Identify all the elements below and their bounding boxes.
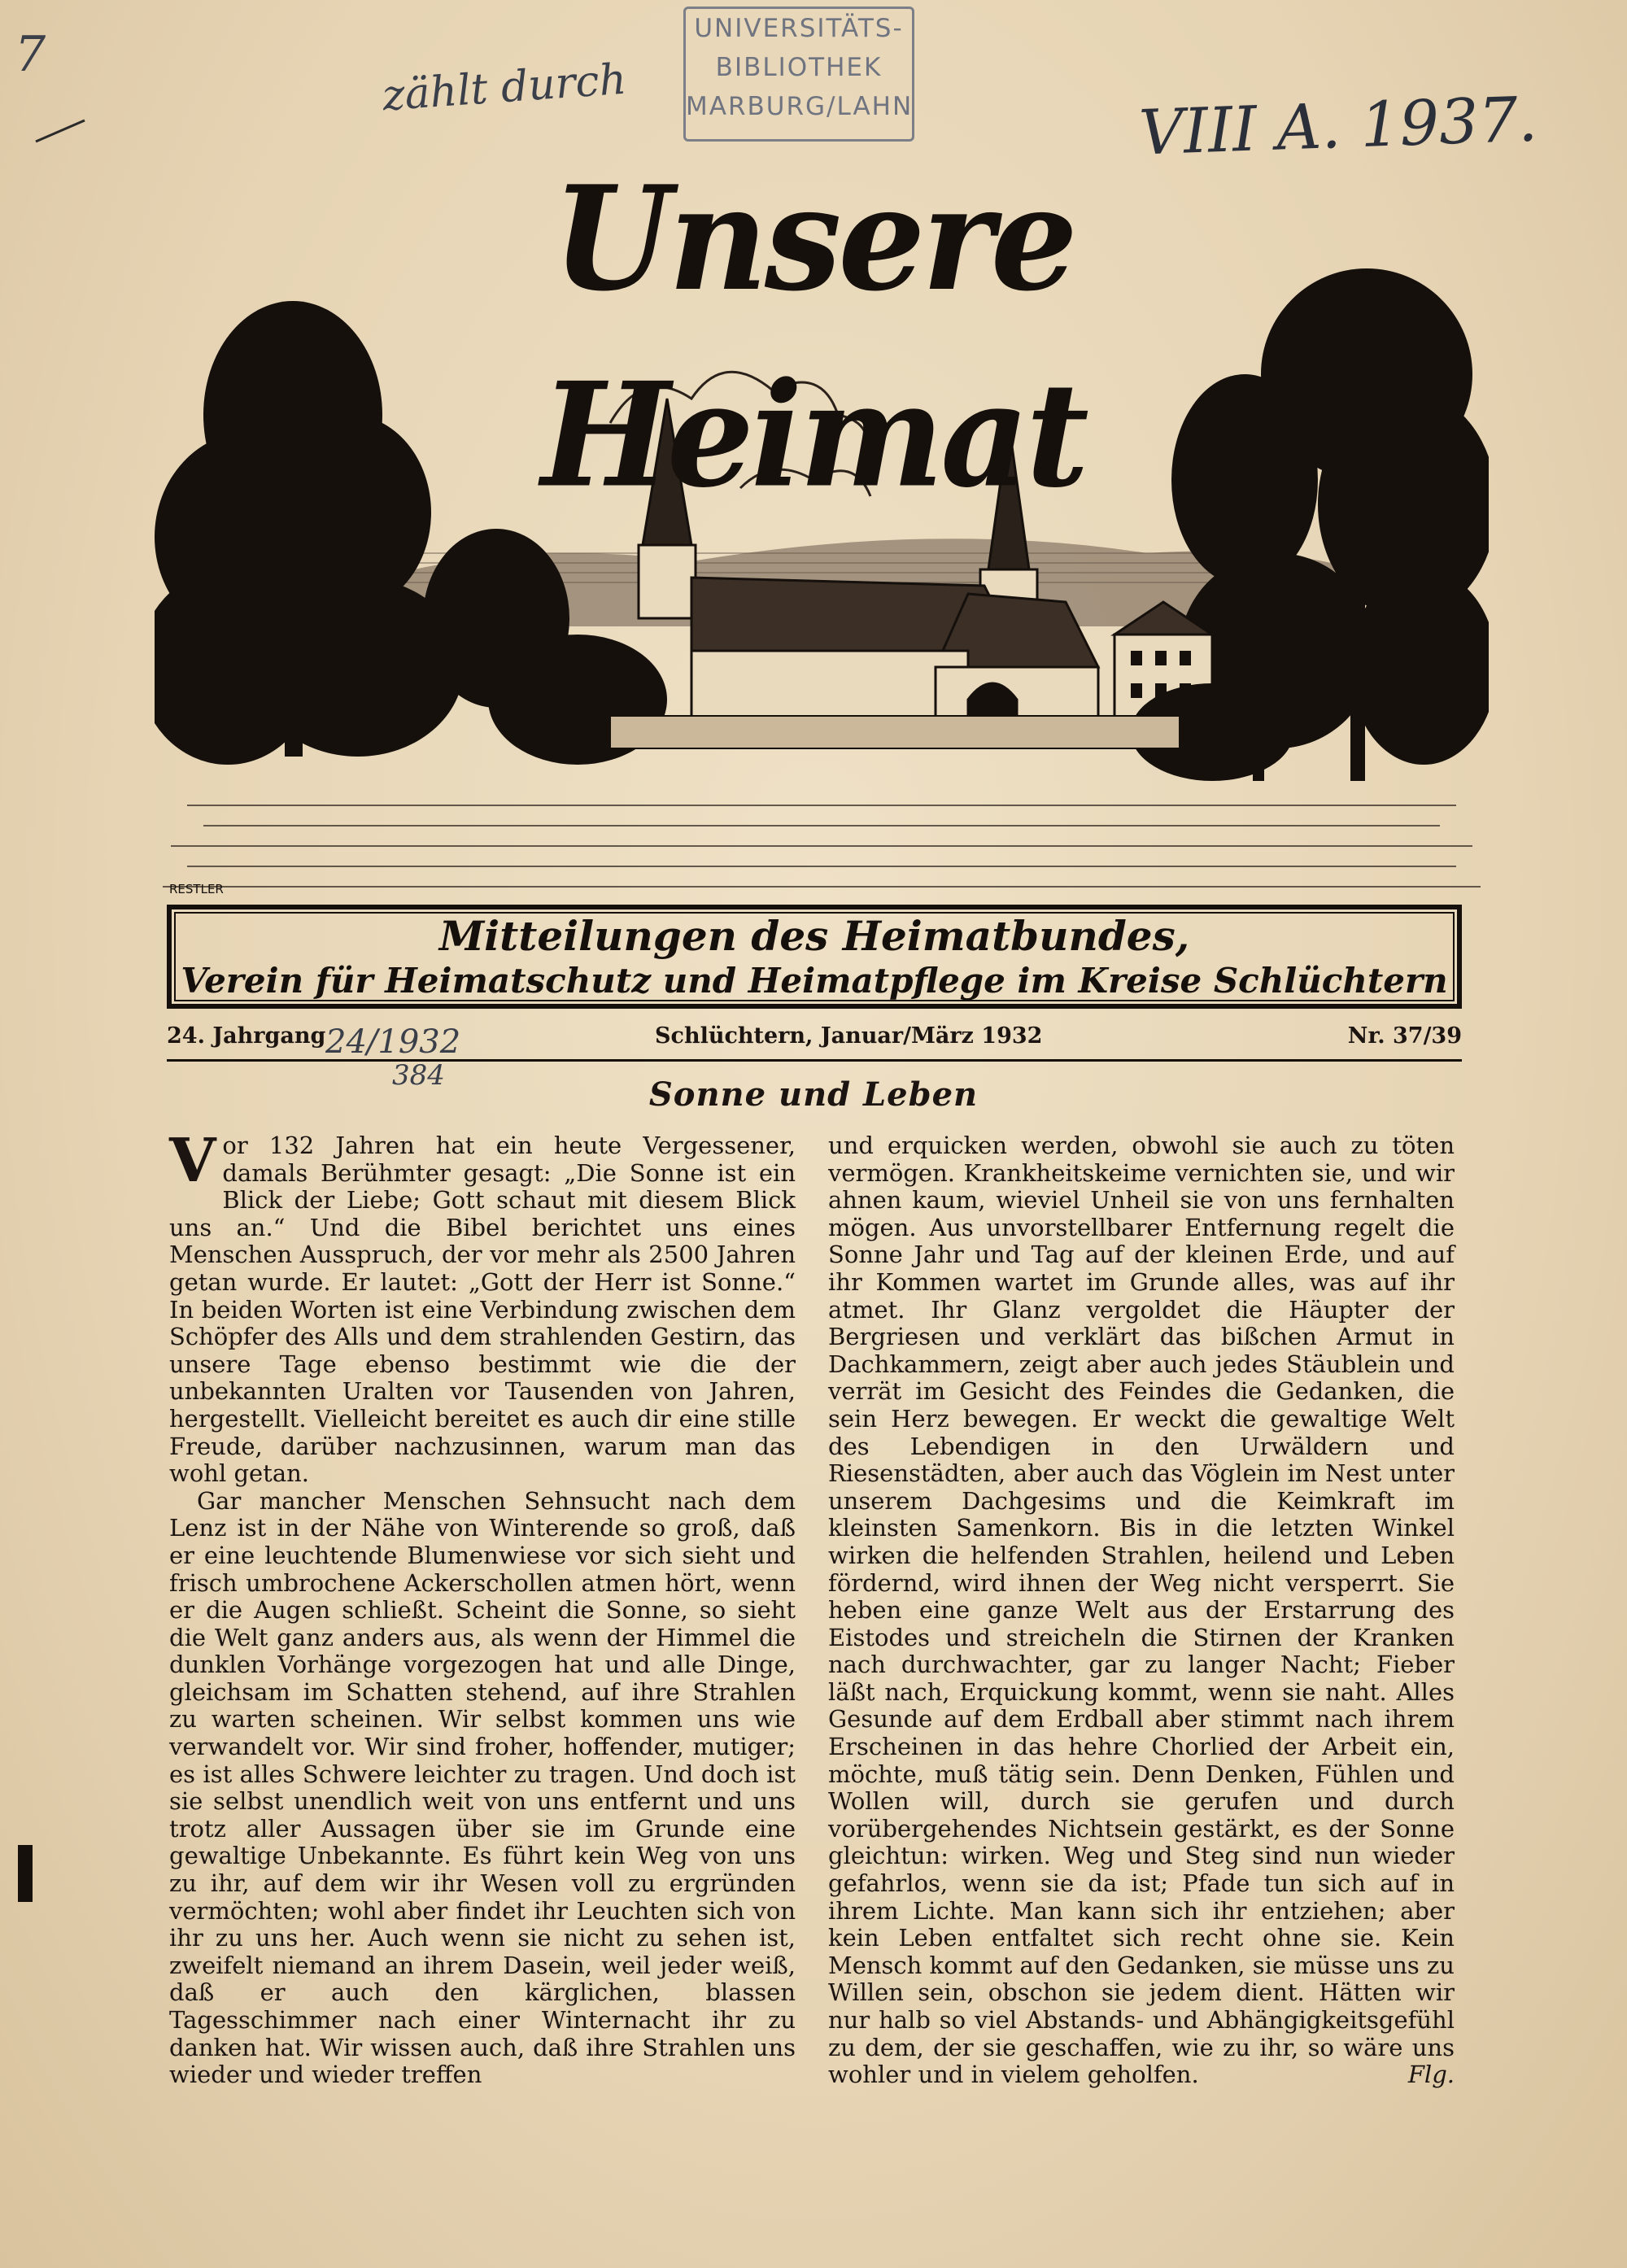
article-column-right <box>828 1132 1455 2089</box>
volume: 24. Jahrgang <box>167 1023 326 1049</box>
subtitle-banner <box>167 905 1462 1009</box>
library-stamp <box>683 7 914 142</box>
stamp-line: UNIVERSITÄTS- <box>694 14 904 43</box>
issue-note-2: 384 <box>392 1059 445 1092</box>
place-date: Schlüchtern, Januar/März 1932 <box>655 1023 1043 1049</box>
margin-dash <box>33 114 89 146</box>
paragraph-text: or 132 Jahren hat ein heute Vergessener, damals Berühmter gesagt: „Die Sonne ist ein Blick der Liebe; Gott schaut mit diesem Blick uns an.“ Und die Bibel berichtet uns eines Menschen Ausspruch, der vor mehr als 2500 Jahren getan wurde. Er lautet: „Gott der Herr ist Sonne.“ In beiden Worten ist eine Verbindung zwischen dem Schöpfer des Alls und dem strahlenden Gestirn, das unsere Tage ebenso bestimmt wie die der unbekannten Uralten vor Tausenden von Jahren, hergestellt. Vielleicht bereitet es auch dir eine stille Freude, darüber nachzusinnen, warum man das wohl getan. <box>169 1132 796 1488</box>
paragraph-text: und erquicken werden, obwohl sie auch zu töten vermögen. Krankheitskeime vernichten sie, und wir ahnen kaum, wieviel Unheil sie von uns fernhalten mögen. Aus unvorstellbarer Entfernung regelt die Sonne Jahr und Tag auf der kleinen Erde, und auf ihr Kommen wartet im Grunde alles, was auf ihr atmet. Ihr Glanz vergoldet die Häupter der Bergriesen und verklärt das bißchen Armut in Dachkammern, zeigt aber auch jedes Stäublein und verrät im Gesicht des Feindes die Gedanken, die sein Herz bewegen. Er weckt die gewaltige Welt des Lebendigen in den Urwäldern und Riesenstädten, aber auch das Vöglein im Nest unter unserem Dachgesims und die Keimkraft im kleinsten Samenkorn. Bis in die letzten Winkel wirken die helfenden Strahlen, heilend und Leben fördernd, wird ihnen der Weg nicht versperrt. Sie heben eine ganze Welt aus der Erstarrung des Eistodes und streicheln die Stirnen der Kranken nach durchwachter, gar zu langer Nacht; Fieber läßt nach, Erquickung kommt, wenn sie naht. Alles Gesunde auf dem Erdball aber stimmt nach ihrem Erscheinen in das hehre Chorlied der Arbeit ein, möchte, muß tätig sein. Denn Denken, Fühlen und Wollen will, durch sie gerufen und durch vorübergehendes Nichtsein gestärkt, es der Sonne gleichtun: wirken. Weg und Steg sind nun wieder gefahrlos, wenn sie da ist; Pfade tun sich auf in ihrem Lichte. Man kann sich ihr entziehen; aber kein Leben entfaltet sich recht ohne sie. Kein Mensch kommt auf den Gedanken, sie müsse uns zu Willen sein, obschon sie jedem dient. Hätten wir nur halb so viel Abstands- und Abhängigkeitsgefühl zu dem, der sie geschaffen, wie zu ihr, so wäre uns wohler und in vielem geholfen. <box>828 1132 1455 2089</box>
article-column-left <box>169 1126 796 2089</box>
artist-signature: RESTLER <box>169 882 224 896</box>
drop-cap: V <box>169 1126 216 1196</box>
stamp-line: BIBLIOTHEK <box>715 53 883 82</box>
paragraph <box>828 1132 1455 2089</box>
paragraph: Gar mancher Menschen Sehnsucht nach dem Lenz ist in der Nähe von Winterende so groß, daß er eine leuchtende Blumenwiese vor sich sieht und frisch umbrochene Ackerschollen atmen hört, wenn er die Augen schließt. Scheint die Sonne, so sieht die Welt ganz anders aus, als wenn der Himmel die dunklen Vorhänge vorgezogen hat und alle Dinge, gleichsam im Schatten stehend, auf ihre Strahlen zu warten scheinen. Wir selbst kommen uns wie verwandelt vor. Wir sind froher, hoffender, mutiger; es ist alles Schwere leichter zu tragen. Und doch ist sie selbst unendlich weit von uns entfernt und uns trotz aller Aussagen über sie im Grunde eine gewaltige Unbekannte. Es führt kein Weg von uns zu ihr, auf dem wir ihr Wesen voll zu ergründen vermöchten; wohl aber findet ihr Leuchten sich von ihr zu uns her. Auch wenn sie nicht zu sehen ist, zweifelt niemand an ihrem Dasein, weil jeder weiß, daß er auch den kärglichen, blassen Tagesschimmer nach einer Winternacht ihr zu danken hat. Wir wissen auch, daß ihre Strahlen uns wieder und wieder treffen <box>169 1486 796 2089</box>
stamp-line: MARBURG/LAHN <box>686 92 914 121</box>
banner-line-2: Verein für Heimatschutz und Heimatpflege im Kreise Schlüchtern <box>181 961 1448 1001</box>
shelfmark: VIII A. 1937. <box>1137 82 1539 169</box>
paragraph <box>169 1126 796 1488</box>
issue-number: Nr. 37/39 <box>1347 1023 1462 1049</box>
masthead-title: Unsere Heimat <box>541 154 1086 520</box>
margin-mark <box>18 1845 33 1902</box>
issue-note-1: 24/1932 <box>325 1023 461 1061</box>
article-title: Sonne und Leben <box>648 1075 979 1114</box>
note-top-left: zählt durch <box>381 55 628 121</box>
banner-line-1: Mitteilungen des Heimatbundes, <box>438 912 1190 960</box>
author-signature: Flg. <box>1407 2061 1455 2089</box>
corner-mark: 7 <box>15 26 46 83</box>
